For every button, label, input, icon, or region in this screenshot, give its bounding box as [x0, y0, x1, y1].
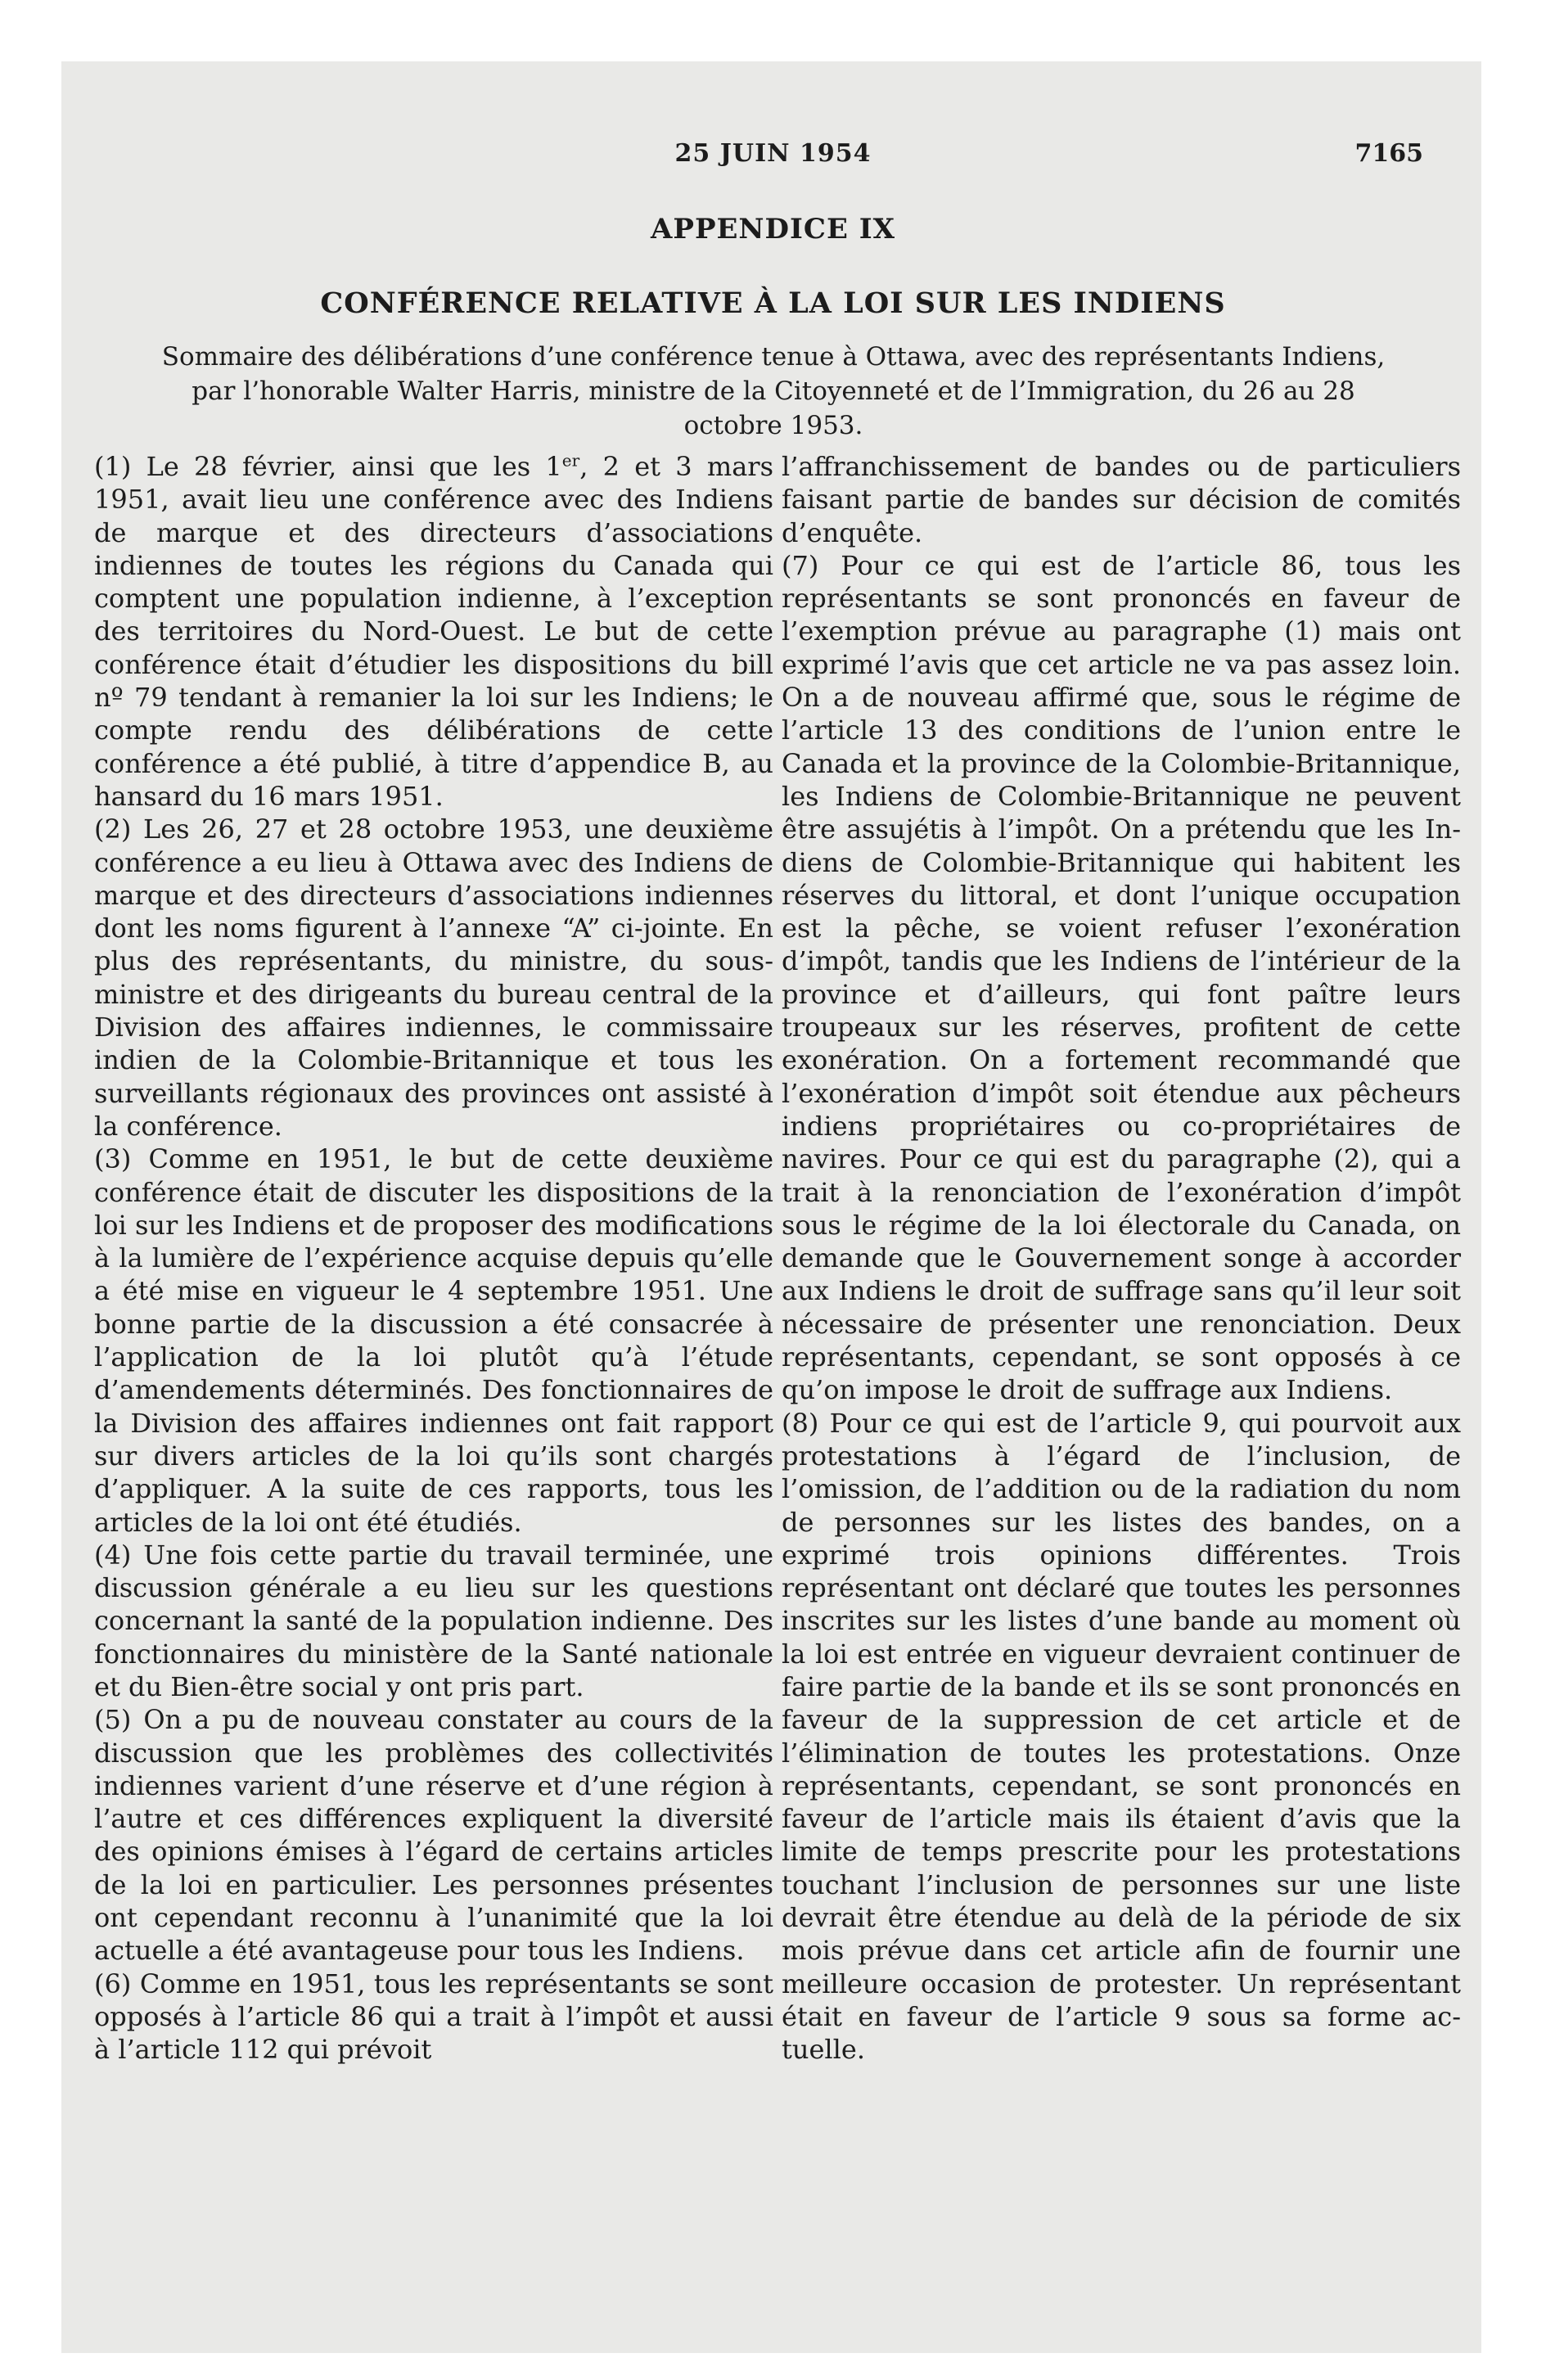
paragraph-1-start: (1) Le 28 février, ainsi que les 1 [94, 451, 562, 482]
summary-paragraph: Sommaire des délibérations d’une conférence tenue à Ottawa, avec des représentants Indiens, par l’honorable Walter Harris, ministre de la Citoyenneté et de l’Immigration, du 26 au 28 octobre 1953. [161, 342, 1386, 440]
paragraph-1 [94, 450, 773, 813]
appendix-title: APPENDICE IX [651, 213, 895, 246]
paragraph-5: (5) On a pu de nouveau constater au cours de la discussion que les problèmes des collectivités indiennes varient d’une réserve et d’une région à l’autre et ces différences expliquent la diversité des opinions émises à l’égard de certains articles de la loi en particulier. Les personnes présentes ont cependant reconnu à l’unanimité que la loi actuelle a été avantageuse pour tous les Indiens. [94, 1704, 773, 1967]
paragraph-6-continued: l’affranchissement de bandes ou de particuliers faisant partie de bandes sur décision de comités d’enquête. [782, 451, 1461, 548]
page-date: 25 JUIN 1954 [674, 139, 872, 168]
left-column [94, 450, 773, 2067]
paragraph-4: (4) Une fois cette partie du travail terminée, une discussion générale a eu lieu sur les questions concernant la santé de la population indienne. Des fonctionnaires du ministère de la Santé nationale et du Bien-être social y ont pris part. [94, 1539, 773, 1702]
page-header [0, 139, 1546, 180]
paragraph-7: (7) Pour ce qui est de l’article 86, tous les représentants se sont prononcés en faveur de l’exemption prévue au paragraphe (1) mais ont exprimé l’avis que cet article ne va pas assez loin. On a de nouveau affirmé que, sous le régime de l’article 13 des conditions de l’union entre le Canada et la province de la Colombie-Britannique, les Indiens de Colombie-Britannique ne peuvent être assujétis à l’impôt. On a prétendu que les Indiens de Colombie-Britannique qui habitent les réserves du littoral, et dont l’unique occupation est la pêche, se voient refuser l’exonération d’impôt, tandis que les Indiens de l’intérieur de la province et d’ailleurs, qui font paître leurs troupeaux sur les réserves, profitent de cette exonération. On a fortement recommandé que l’exonération d’impôt soit étendue aux pêcheurs indiens propriétaires ou co-propriétaires de navires. Pour ce qui est du paragraphe (2), qui a trait à la renonciation de l’exonération d’impôt sous le régime de la loi électorale du Canada, on demande que le Gouvernement songe à accorder aux Indiens le droit de suffrage sans qu’il leur soit nécessaire de présenter une renonciation. Deux représentants, cependant, se sont opposés à ce qu’on impose le droit de suffrage aux Indiens. [782, 549, 1461, 1406]
right-column [782, 450, 1461, 2067]
ordinal-superscript: er [561, 450, 580, 471]
paragraph-6: (6) Comme en 1951, tous les représentants se sont opposés à l’article 86 qui a trait à l’impôt et aussi à l’article 112 qui prévoit [94, 1968, 773, 2066]
paragraph-3: (3) Comme en 1951, le but de cette deuxième conférence était de discuter les dispositions de la loi sur les Indiens et de proposer des modifications à la lumière de l’expérience acquise depuis qu’elle a été mise en vigueur le 4 septembre 1951. Une bonne partie de la discussion a été consacrée à l’application de la loi plutôt qu’à l’étude d’amendements déterminés. Des fonctionnaires de la Division des affaires indiennes ont fait rapport sur divers articles de la loi qu’ils sont chargés d’appliquer. A la suite de ces rapports, tous les articles de la loi ont été étudiés. [94, 1143, 773, 1538]
paragraph-8: (8) Pour ce qui est de l’article 9, qui pourvoit aux protestations à l’égard de l’inclusion, de l’omission, de l’addition ou de la radiation du nom de personnes sur les listes des bandes, on a exprimé trois opinions différentes. Trois représentant ont déclaré que toutes les personnes inscrites sur les listes d’une bande au moment où la loi est entrée en vigueur devraient continuer de faire partie de la bande et ils se sont prononcés en faveur de la suppression de cet article et de l’élimination de toutes les protestations. Onze représentants, cependant, se sont prononcés en faveur de l’article mais ils étaient d’avis que la limite de temps prescrite pour les protestations touchant l’inclusion de personnes sur une liste devrait être étendue au delà de la période de six mois prévue dans cet article afin de fournir une meilleure occasion de protester. Un représentant était en faveur de l’article 9 sous sa forme actuelle. [782, 1407, 1461, 2066]
paragraph-2: (2) Les 26, 27 et 28 octobre 1953, une deuxième conférence a eu lieu à Ottawa avec des Indiens de marque et des directeurs d’associations indiennes dont les noms figurent à l’annexe “A” ci-jointe. En plus des représentants, du ministre, du sous-ministre et des dirigeants du bureau central de la Division des affaires indiennes, le commissaire indien de la Colombie-Britannique et tous les surveillants régionaux des provinces ont assisté à la conférence. [94, 814, 773, 1142]
conference-title: CONFÉRENCE RELATIVE À LA LOI SUR LES INDIENS [320, 286, 1226, 320]
paragraph-1-rest: , 2 et 3 mars 1951, avait lieu une conférence avec des Indiens de marque et des directeurs d’associations indiennes de toutes les régions du Canada qui comptent une population indienne, à l’exception des territoires du Nord-Ouest. Le but de cette conférence était d’étudier les dispositions du bill nº 79 tendant à remanier la loi sur les Indiens; le compte rendu des délibérations de cette conférence a été publié, à titre d’appendice B, au hansard du 16 mars 1951. [94, 451, 774, 812]
page-number: 7165 [1354, 139, 1423, 168]
